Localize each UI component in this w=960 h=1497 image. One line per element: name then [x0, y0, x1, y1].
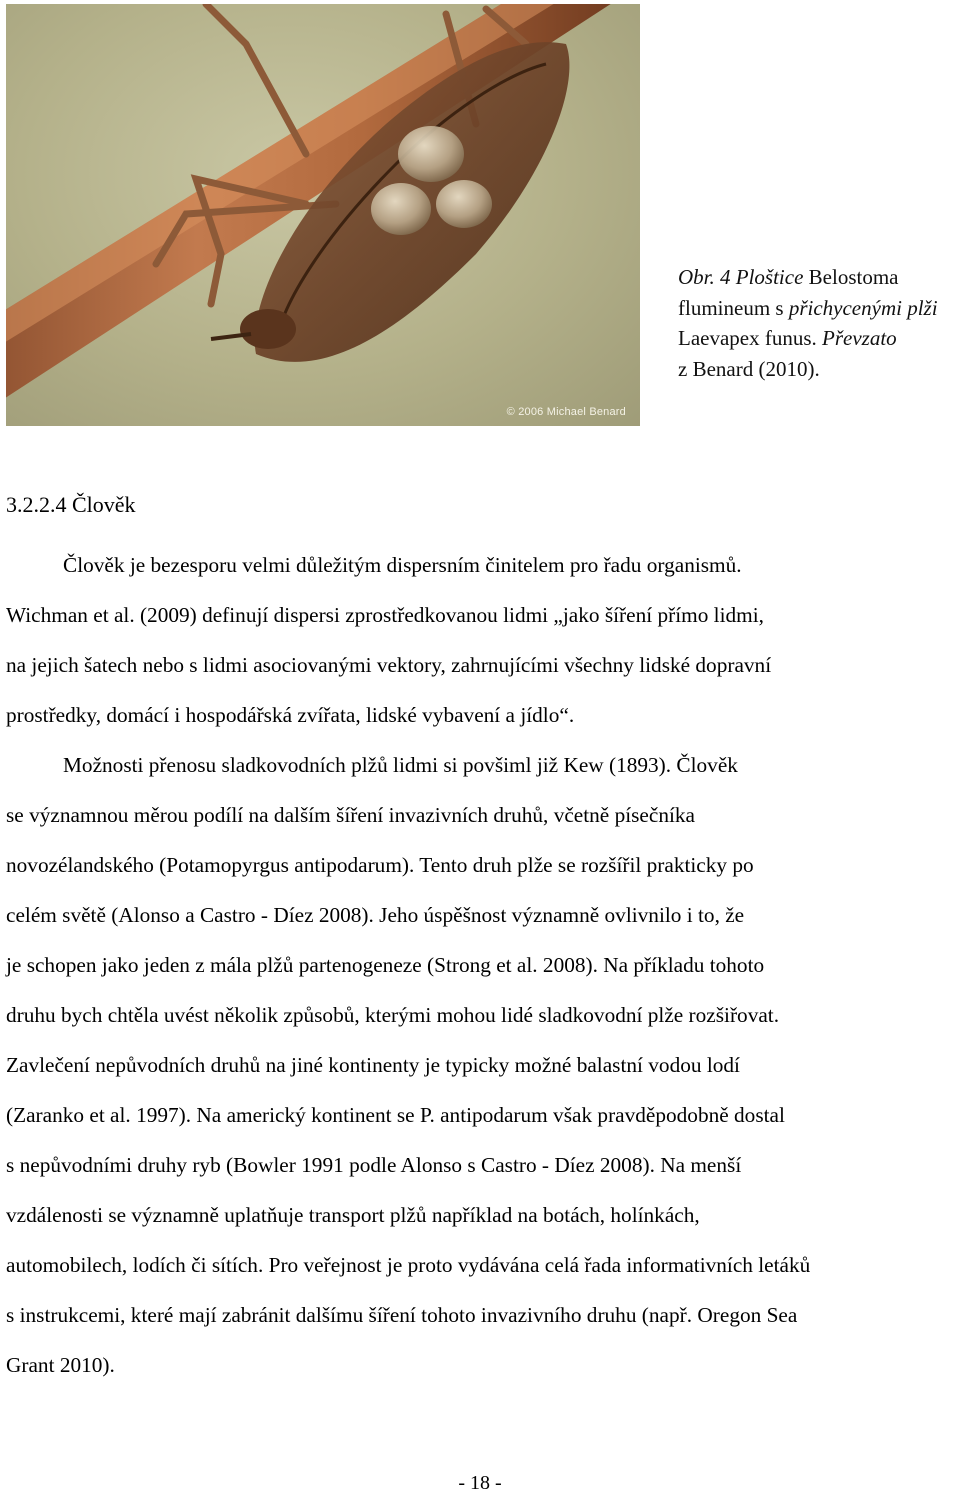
text-line: na jejich šatech nebo s lidmi asociovanými vektory, zahrnujícími všechny lidské dopravní: [6, 653, 772, 677]
text-line: se významnou měrou podílí na dalším šíření invazivních druhů, včetně písečníka: [6, 803, 696, 827]
text-line: Zavlečení nepůvodních druhů na jiné kontinenty je typicky možné balastní vodou lodí: [6, 1053, 740, 1077]
bug-head: [240, 309, 296, 349]
caption-line: Laevapex funus. Převzato: [678, 326, 897, 350]
section-heading: 3.2.2.4 Člověk: [6, 492, 136, 517]
text-line: novozélandského (Potamopyrgus antipodarum). Tento druh plže se rozšířil prakticky po: [6, 853, 754, 877]
text-line: celém světě (Alonso a Castro - Díez 2008). Jeho úspěšnost významně ovlivnilo i to, že: [6, 903, 745, 927]
caption-line: Obr. 4 Ploštice Belostoma: [678, 265, 899, 289]
text-line: druhu bych chtěla uvést několik způsobů, kterými mohou lidé sladkovodní plže rozšiřovat.: [6, 1003, 780, 1027]
text-line: Člověk je bezesporu velmi důležitým dispersním činitelem pro řadu organismů.: [63, 553, 742, 577]
text-line: s nepůvodními druhy ryb (Bowler 1991 podle Alonso s Castro - Díez 2008). Na menší: [6, 1153, 742, 1177]
text-line: Možnosti přenosu sladkovodních plžů lidmi si povšiml již Kew (1893). Člověk: [63, 753, 738, 777]
snail-2: [371, 183, 431, 235]
page-number: - 18 -: [458, 1472, 502, 1494]
caption-line: flumineum s přichycenými plži: [678, 295, 938, 320]
text-line: je schopen jako jeden z mála plžů partenogeneze (Strong et al. 2008). Na příkladu tohoto: [6, 953, 765, 977]
text-line: prostředky, domácí i hospodářská zvířata, lidské vybavení a jídlo“.: [6, 703, 575, 727]
snail-3: [436, 180, 492, 228]
text-line: Grant 2010).: [6, 1353, 115, 1377]
text-line: vzdálenosti se významně uplatňuje transport plžů například na botách, holínkách,: [6, 1203, 700, 1227]
text-line: automobilech, lodích či sítích. Pro veřejnost je proto vydávána celá řada informativních letáků: [6, 1253, 811, 1277]
water-bug-illustration: [6, 4, 640, 426]
figure-caption: [678, 262, 958, 384]
text-line: (Zaranko et al. 1997). Na americký kontinent se P. antipodarum však pravděpodobně dostal: [6, 1103, 785, 1127]
text-line: s instrukcemi, které mají zabránit dalšímu šíření tohoto invazivního druhu (např. Oregon Sea: [6, 1303, 798, 1327]
section-body: [6, 540, 941, 1390]
caption-line: z Benard (2010).: [678, 356, 820, 381]
figure-photo: [6, 4, 640, 426]
photo-copyright: © 2006 Michael Benard: [506, 406, 626, 418]
snail-1: [398, 126, 464, 182]
text-line: Wichman et al. (2009) definují dispersi zprostředkovanou lidmi „jako šíření přímo lidmi,: [6, 603, 764, 627]
